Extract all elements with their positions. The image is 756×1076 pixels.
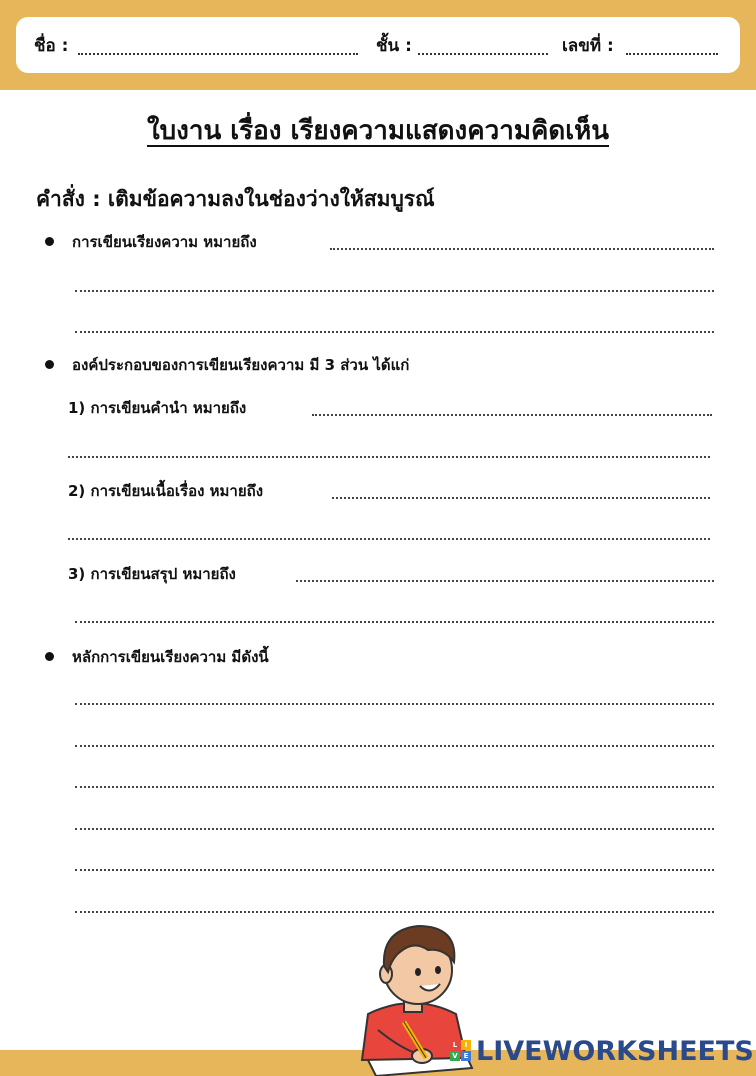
answer-line[interactable] [75,290,714,292]
answer-line[interactable] [330,248,714,250]
body-label: 2) การเขียนเนื้อเรื่อง หมายถึง [68,482,264,500]
answer-line[interactable] [75,621,714,623]
bullet-dot-icon [45,360,54,369]
student-info-card [16,17,740,73]
liveworksheets-icon [450,1040,472,1062]
logo-letter: I [461,1040,471,1050]
bullet-dot-icon [45,652,54,661]
name-label: ชื่อ : [34,36,69,56]
logo-letter: L [450,1040,460,1050]
answer-line[interactable] [75,828,714,830]
principles-label: หลักการเขียนเรียงความ มีดังนี้ [72,648,269,666]
answer-line[interactable] [75,331,714,333]
bullet-dot-icon [45,237,54,246]
number-label: เลขที่ : [562,36,614,56]
logo-letter: V [450,1051,460,1061]
answer-line[interactable] [75,911,714,913]
logo-letter: E [461,1051,471,1061]
answer-line[interactable] [68,538,710,540]
number-field[interactable] [626,53,718,55]
answer-line[interactable] [68,456,710,458]
liveworksheets-wordmark: LIVEWORKSHEETS [476,1036,754,1067]
answer-line[interactable] [75,869,714,871]
class-label: ชั้น : [376,36,412,56]
class-field[interactable] [418,53,548,55]
answer-line[interactable] [312,414,712,416]
instruction-text: คำสั่ง : เติมข้อความลงในช่องว่างให้สมบูรณ์ [36,187,435,211]
essay-meaning-label: การเขียนเรียงความ หมายถึง [72,233,257,251]
answer-line[interactable] [75,703,714,705]
name-field[interactable] [78,53,358,55]
components-label: องค์ประกอบของการเขียนเรียงความ มี 3 ส่วน ได้แก่ [72,356,410,374]
intro-label: 1) การเขียนคำนำ หมายถึง [68,399,247,417]
answer-line[interactable] [75,745,714,747]
answer-line[interactable] [296,580,714,582]
worksheet-title: ใบงาน เรื่อง เรียงความแสดงความคิดเห็น [146,116,610,146]
answer-line[interactable] [332,497,710,499]
conclusion-label: 3) การเขียนสรุป หมายถึง [68,565,236,583]
answer-line[interactable] [75,786,714,788]
